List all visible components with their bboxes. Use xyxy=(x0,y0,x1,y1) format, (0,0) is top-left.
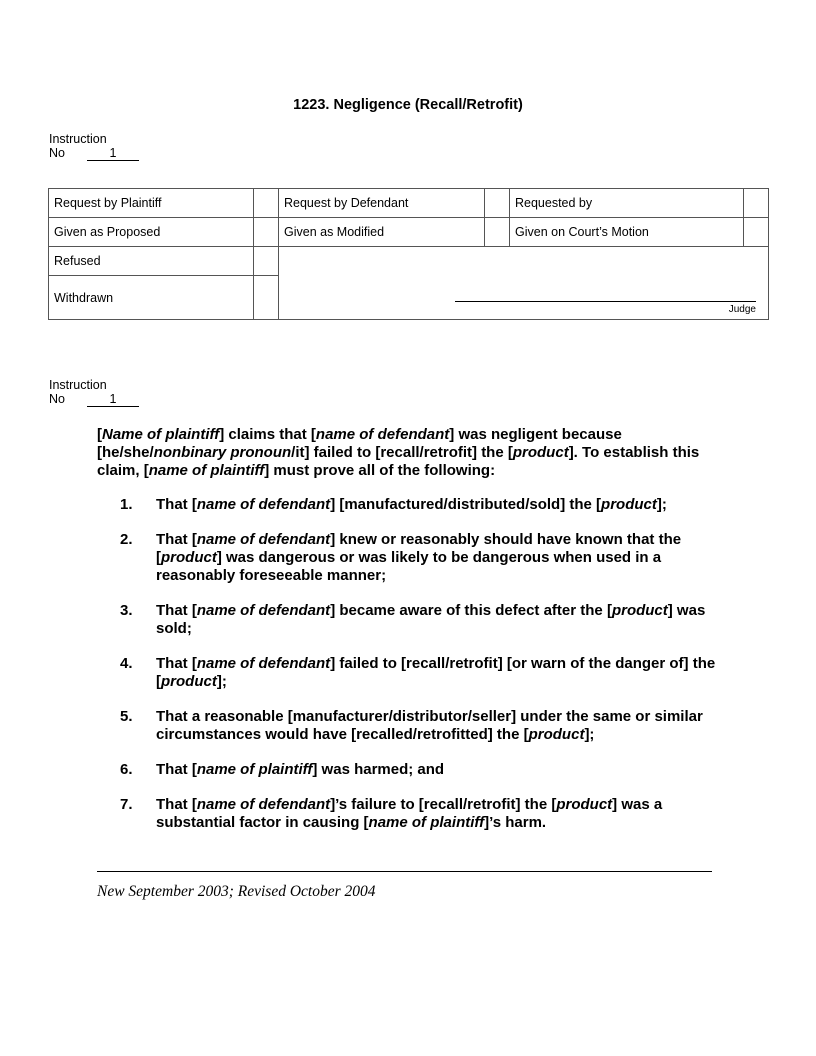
element-item xyxy=(97,602,722,638)
element-item xyxy=(97,496,722,514)
instruction-text: ] claims that [ xyxy=(219,426,316,443)
refused-checkbox[interactable] xyxy=(254,247,279,276)
instruction-no-value: 1 xyxy=(87,147,139,161)
element-item xyxy=(97,708,722,744)
placeholder-text: name of defendant xyxy=(196,531,331,548)
instruction-text: ] knew or reasonably should have known that the [ xyxy=(156,531,682,566)
request-by-plaintiff-label: Request by Plaintiff xyxy=(49,189,254,218)
given-on-courts-motion-checkbox[interactable] xyxy=(744,218,769,247)
judge-label: Judge xyxy=(728,304,756,315)
instruction-text: ] was a substantial factor in causing [ xyxy=(156,796,663,831)
placeholder-text: name of plaintiff xyxy=(148,462,265,479)
placeholder-text: Name of plaintiff xyxy=(102,426,220,443)
withdrawn-label: Withdrawn xyxy=(49,276,254,320)
instruction-no-label: No xyxy=(49,392,65,406)
element-number: 3. xyxy=(120,602,133,619)
refused-label: Refused xyxy=(49,247,254,276)
placeholder-text: product xyxy=(512,444,569,461)
element-text xyxy=(156,655,722,691)
instruction-text: ] became aware of this defect after the [ xyxy=(330,602,612,619)
revision-history: New September 2003; Revised October 2004 xyxy=(97,883,376,900)
instruction-text: ] [manufactured/distributed/sold] the [ xyxy=(330,496,602,513)
instruction-text: ] was negligent because [he/she/ xyxy=(97,426,622,461)
request-table xyxy=(48,188,769,320)
placeholder-text: name of defendant xyxy=(196,496,331,513)
instruction-text: [ xyxy=(97,426,102,443)
judge-signature-line[interactable] xyxy=(455,301,756,302)
element-item xyxy=(97,531,722,585)
element-number: 4. xyxy=(120,655,133,672)
instruction-text: That [ xyxy=(156,796,197,813)
instruction-label: Instruction xyxy=(49,132,107,146)
instruction-number-block-bottom xyxy=(49,378,139,407)
instruction-text: ] was sold; xyxy=(156,602,706,637)
placeholder-text: nonbinary pronoun xyxy=(153,444,292,461)
element-text xyxy=(156,531,722,585)
instruction-text: ] must prove all of the following: xyxy=(264,462,496,479)
instruction-text: That [ xyxy=(156,602,197,619)
element-number: 2. xyxy=(120,531,133,548)
element-item xyxy=(97,761,722,779)
instruction-text: That a reasonable [manufacturer/distributor/seller] under the same or similar circumstances would have [recalled/retrofitted] the [ xyxy=(156,708,703,743)
judge-signature-area xyxy=(279,247,769,320)
placeholder-text: name of defendant xyxy=(196,796,331,813)
placeholder-text: product xyxy=(161,549,217,566)
page-title: 1223. Negligence (Recall/Retrofit) xyxy=(293,97,523,113)
element-number: 7. xyxy=(120,796,133,813)
instruction-text: That [ xyxy=(156,655,197,672)
placeholder-text: product xyxy=(556,796,613,813)
instruction-text: ]; xyxy=(584,726,595,743)
instruction-text: /it] failed to [recall/retrofit] the [ xyxy=(291,444,513,461)
given-as-modified-checkbox[interactable] xyxy=(485,218,510,247)
instruction-text: That [ xyxy=(156,761,197,778)
element-item xyxy=(97,796,722,832)
placeholder-text: name of plaintiff xyxy=(368,814,485,831)
intro-paragraph xyxy=(97,426,722,480)
request-by-defendant-checkbox[interactable] xyxy=(485,189,510,218)
placeholder-text: name of defendant xyxy=(196,602,331,619)
given-on-courts-motion-label: Given on Court’s Motion xyxy=(510,218,744,247)
element-text xyxy=(156,602,722,638)
withdrawn-checkbox[interactable] xyxy=(254,276,279,320)
instruction-body xyxy=(97,426,722,849)
requested-by-checkbox[interactable] xyxy=(744,189,769,218)
divider xyxy=(97,871,712,872)
instruction-text: ] failed to [recall/retrofit] [or warn of the danger of] the [ xyxy=(156,655,716,690)
element-number: 5. xyxy=(120,708,133,725)
instruction-text: ] was dangerous or was likely to be dangerous when used in a reasonably foreseeable manner; xyxy=(156,549,662,584)
placeholder-text: name of defendant xyxy=(315,426,450,443)
instruction-text: ]. To establish this claim, [ xyxy=(97,444,700,479)
elements-list xyxy=(97,496,722,832)
instruction-number-block-top xyxy=(49,132,139,161)
instruction-text: That [ xyxy=(156,496,197,513)
request-by-plaintiff-checkbox[interactable] xyxy=(254,189,279,218)
given-as-proposed-label: Given as Proposed xyxy=(49,218,254,247)
instruction-no-value: 1 xyxy=(87,393,139,407)
instruction-no-label: No xyxy=(49,146,65,160)
element-text xyxy=(156,708,722,744)
requested-by-label: Requested by xyxy=(510,189,744,218)
placeholder-text: product xyxy=(161,673,217,690)
placeholder-text: name of plaintiff xyxy=(196,761,313,778)
request-by-defendant-label: Request by Defendant xyxy=(279,189,485,218)
placeholder-text: product xyxy=(611,602,668,619)
instruction-label: Instruction xyxy=(49,378,107,392)
element-text xyxy=(156,796,722,832)
given-as-modified-label: Given as Modified xyxy=(279,218,485,247)
element-number: 1. xyxy=(120,496,133,513)
instruction-text: That [ xyxy=(156,531,197,548)
placeholder-text: product xyxy=(528,726,585,743)
element-text xyxy=(156,761,722,779)
instruction-text: ]; xyxy=(216,673,227,690)
instruction-text: ] was harmed; and xyxy=(312,761,445,778)
given-as-proposed-checkbox[interactable] xyxy=(254,218,279,247)
placeholder-text: name of defendant xyxy=(196,655,331,672)
element-text xyxy=(156,496,722,514)
element-item xyxy=(97,655,722,691)
element-number: 6. xyxy=(120,761,133,778)
placeholder-text: product xyxy=(601,496,657,513)
instruction-text: ]; xyxy=(656,496,667,513)
instruction-text: ]’s failure to [recall/retrofit] the [ xyxy=(330,796,557,813)
instruction-text: ]’s harm. xyxy=(484,814,547,831)
